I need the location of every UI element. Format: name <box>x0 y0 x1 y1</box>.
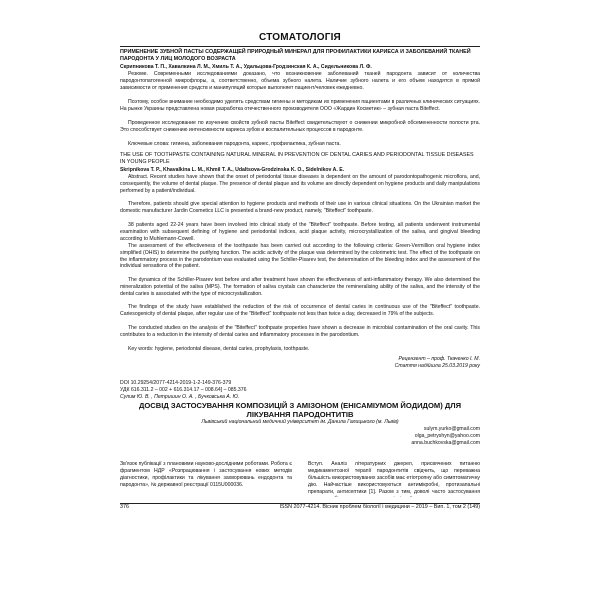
page-number: 376 <box>120 504 129 510</box>
reviewer-note: Рецензент – проф. Ткаченко І. М. <box>398 356 480 362</box>
russian-abstract-p1: Резюме. Современными исследованиями доказано, что возникновение заболеваний тканей пародонта зависит от количества пародонтопатогенной микрофлоры, а, соответственно, объема зубного налета. Наличие зубного налета и его объем находятся в прямой зависимости от применения средств и манипуляций которые выполняет пациент/человек ежедневно. <box>120 71 480 91</box>
english-abstract-p5: The dynamics of the Schiller-Pisarev test before and after treatment have shown the effectiveness of anti-inflammatory therapy. We also determined the mineralization potential of the saliva (MPS). The formation of saliva crystals can characterize the remineralising ability of the saliva, and the intensity of the dental caries is associated with the type of microcrystallization. <box>120 277 480 297</box>
russian-title: ПРИМЕНЕНИЕ ЗУБНОЙ ПАСТЫ СОДЕРЖАЩЕЙ ПРИРОДНЫЙ МИНЕРАЛ ДЛЯ ПРОФИЛАКТИКИ КАРИЕСА И ЗАБОЛЕВАНИЙ ТКАНЕЙ ПАРОДОНТА У ЛИЦ МОЛОДОГО ВОЗРАСТА <box>120 49 471 63</box>
received-date: Стаття надійшла 25.03.2019 року <box>394 363 480 369</box>
left-column-text: Зв'язок публікації з плановими науково-дослідними роботами. Робота є фрагментом НДР «Розпрацювання і застосування нових методів діагностики, профілактики та лікування захворювань ендодонта та пародонта», № державної реєстрації 0115U000036. <box>120 461 292 488</box>
english-abstract-p7: The conducted studies on the analysis of the "Biteffect" toothpaste properties have shown a decrease in microbial contamination of the oral cavity. This contributes to a reduction in the intensity of dental caries and inflammatory processes in the parodontium. <box>120 325 480 338</box>
english-authors: Skripnikova T. P., Khavalkina L. M., Khmil T. A., Udaltsova-Grodzinska K. O., Sidelnikov A. E. <box>120 167 345 173</box>
russian-keywords: Ключевые слова: гигиена, заболевания пародонта, кариес, профилактика, зубная паста. <box>128 141 341 147</box>
journal-footer: ISSN 2077-4214. Вісник проблем біології і медицини – 2019 – Вип. 1, том 2 (149) <box>279 504 480 510</box>
right-column-text: Вступ. Аналіз літературних джерел, присвячених питанню медикаментозної терапії пародонтитів свідчить, що переважна більшість використовуваних засобів має етіотропну або симптоматичну дію. Найчастіше використовуються антимікробні, протизапальні препарати, антисептики [1]. Разом з тим, доволі часто застосування <box>308 461 480 495</box>
english-abstract-p1: Abstract. Recent studies have shown that the onset of periodontal tissue diseases is dependent on the amount of parodontopathogenic microflora, and, consequently, the volume of dental plaque. The presence of dental plaque and its volume are directly dependent on hygiene products and daily manipulations performed by a patient/individual. <box>120 174 480 194</box>
russian-authors: Скрипникова Т. П., Хавалкина Л. М., Хмиль Т. А., Удальцова-Гродзинская К. А., Сидельникова Л. Ф. <box>120 64 372 70</box>
section-header: СТОМАТОЛОГІЯ <box>259 32 341 43</box>
russian-abstract-p3: Проведенное исследование по изучению свойств зубной пасты Biteffect свидетельствуют о снижении микробной обсемененности полости рта. Это способствует снижению интенсивности кариеса зубов и воспалительных процессов в пародонте. <box>120 120 480 133</box>
english-abstract-p3: 38 patients aged 22-24 years have been involved into clinical study of the "Biteffect" toothpaste. Before testing, all patients underwent instrumental examination with subsequent defining of hygiene and periodontal indices, acid plaque activity, microcrystallization of the saliva, and gingival bleeding according to Muhlemann-Cowell. <box>120 222 480 242</box>
english-keywords: Key words: hygiene, periodontal disease, dental caries, prophylaxis, toothpaste. <box>128 346 310 352</box>
doi-line: DOI 10.29254/2077-4214-2019-1-2-149-376-379 <box>120 380 232 386</box>
affiliation: Львівський національний медичний університет ім. Данила Галицького (м. Львів) <box>201 419 399 425</box>
header-rule <box>120 46 480 47</box>
english-abstract-p6: The findings of the study have established the reduction of the risk of occurrence of dental caries in continuous use of the "Biteffect" toothpaste. Cariesogenicity of dental plaque, after regular use of the "Biteffect" toothpaste not less than twice a day, decreased in 79% of the subjects. <box>120 304 480 317</box>
article-authors: Сулим Ю. В. , Петришин О. А. , Бучковська А. Ю. <box>120 394 240 400</box>
udc-line: УДК 616.311.2 – 002 + 616.314.17 – 008.64] – 085.376 <box>120 387 247 393</box>
russian-abstract-p2: Поэтому, особое внимание необходимо уделять средствам гигиены и методикам их применения пациентами в различных клинических ситуациях. На рынке Украины представлена новая разработка отечественного производителя ООО «Жардин Косметик» – зубная паста Biteffect. <box>120 99 480 112</box>
article-title: ДОСВІД ЗАСТОСУВАННЯ КОМПОЗИЦІЙ З АМІЗОНОМ (ЕНІСАМІУМОМ ЙОДИДОМ) ДЛЯ ЛІКУВАННЯ ПАРОДОНТИТІВ <box>138 401 462 419</box>
english-abstract-p4: The assessment of the effectiveness of the toothpaste has been carried out according to the following criteria: Green-Vermillion oral hygiene index simplified (OHIS) to determine the purifying function. The acidic activity of the plaque was determined by the colorimetric test. The effect of the toothpaste on the inflammatory process in the parodontium was evaluated using the Schiller-Pisarev test, the determination of the bleeding index and the assessment of the individual sensations of the patient. <box>120 243 480 270</box>
email-3: anna.buchkovska@gmail.com <box>411 440 480 446</box>
email-1: sulym.yurko@gmail.com <box>423 426 480 432</box>
english-abstract-p2: Therefore, patients should give special attention to hygiene products and methods of their use in various clinical situations. On the Ukrainian market the domestic manufacturer Jardin Cosmetics LLC is presented a brand-new product, namely, "Biteffect" toothpaste. <box>120 201 480 214</box>
english-title: THE USE OF TOOTHPASTE CONTAINING NATURAL MINERAL IN PREVENTION OF DENTAL CARIES AND PERIODONTAL TISSUE DISEASES IN YOUNG PEOPLE <box>120 152 474 166</box>
email-2: olga_petryshyn@yahoo.com <box>414 433 480 439</box>
